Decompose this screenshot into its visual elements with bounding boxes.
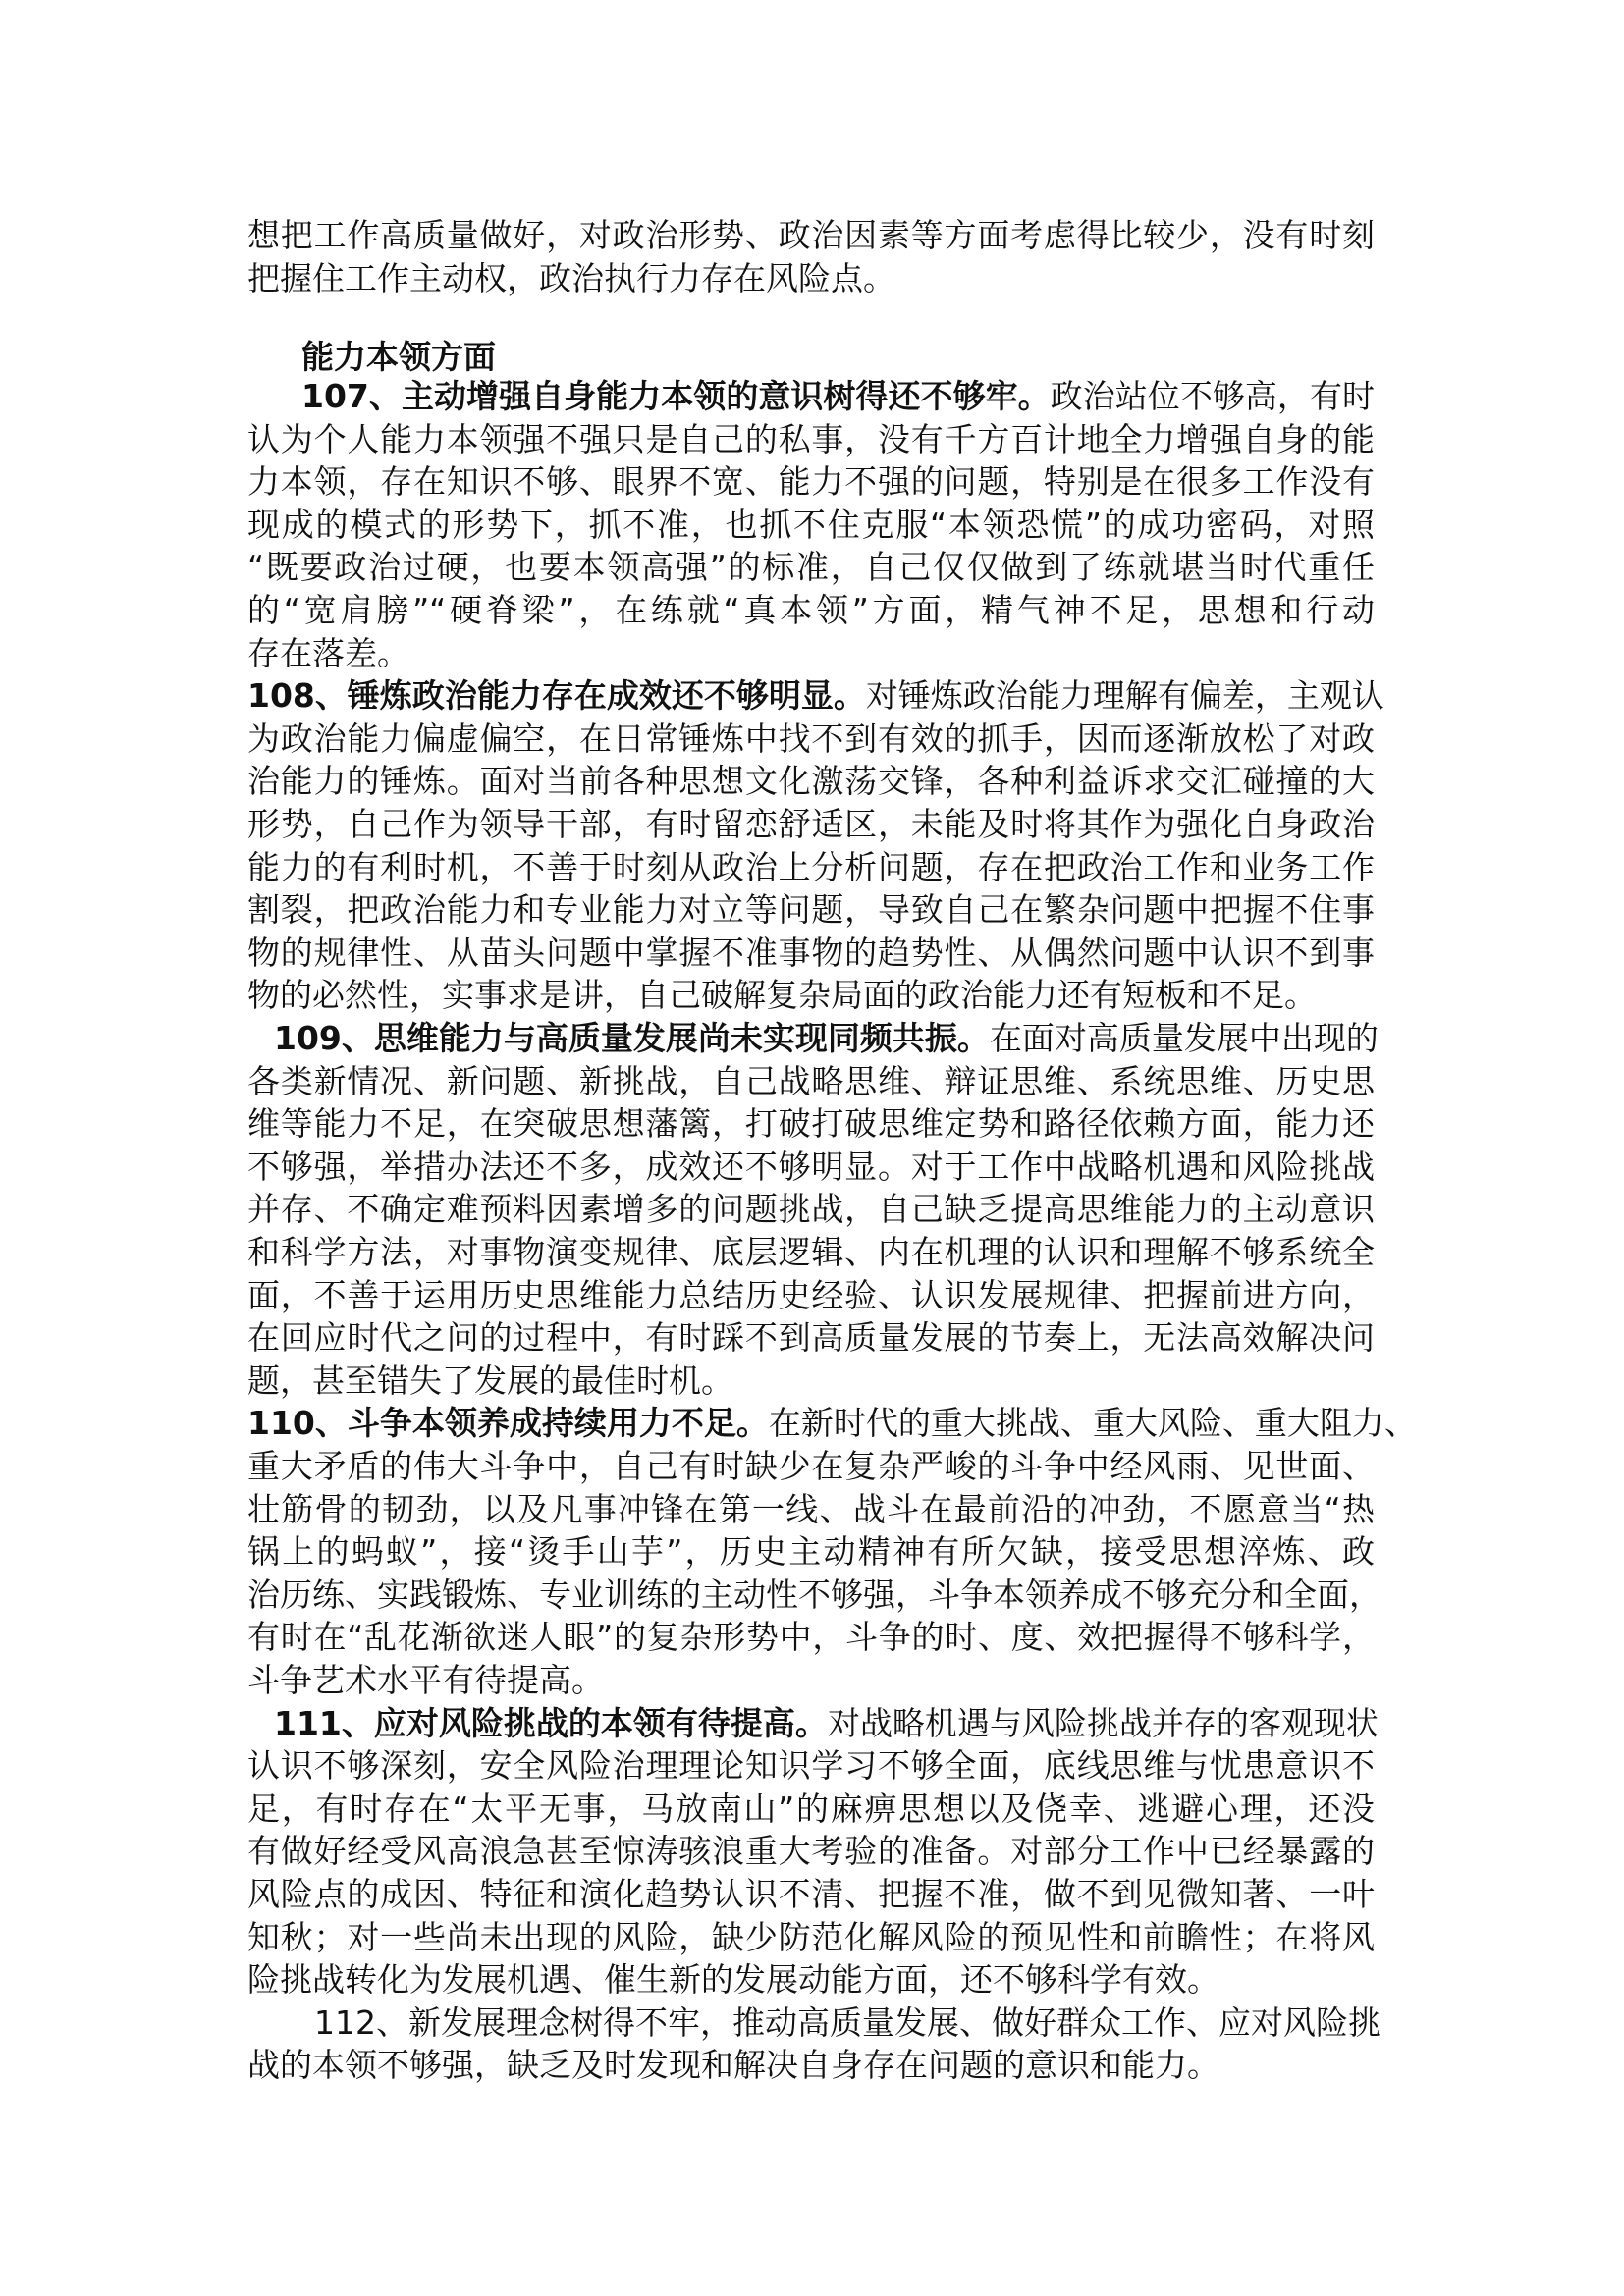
paragraph-title: 109、思维能力与高质量发展尚未实现同频共振。 bbox=[274, 1019, 990, 1057]
paragraph-first-line bbox=[274, 1702, 1379, 1745]
paragraph-line bbox=[247, 1146, 1375, 1189]
paragraph-first-line bbox=[301, 375, 1375, 418]
paragraph-line bbox=[247, 803, 1375, 846]
paragraph-text: 壮筋骨的韧劲，以及凡事冲锋在第一线、战斗在最前沿的冲劲，不愿意当“热 bbox=[247, 1489, 1375, 1528]
paragraph-text: 对战略机遇与风险挑战并存的客观现状 bbox=[827, 1703, 1379, 1742]
paragraph-text: 的“宽肩膀”“硬脊梁”，在练就“真本领”方面，精气神不足，思想和行动 bbox=[247, 591, 1375, 629]
paragraph-line bbox=[247, 974, 1375, 1017]
paragraph-text: 和科学方法，对事物演变规律、底层逻辑、内在机理的认识和理解不够系统全 bbox=[247, 1233, 1375, 1271]
paragraph-text: 存在落差。 bbox=[247, 633, 409, 672]
paragraph-line bbox=[247, 1445, 1375, 1488]
section-heading: 能力本领方面 bbox=[301, 338, 496, 376]
paragraph-line bbox=[247, 1360, 1375, 1403]
paragraph-text: 不够强，举措办法还不多，成效还不够明显。对于工作中战略机遇和风险挑战 bbox=[247, 1147, 1375, 1186]
paragraph-text: 认识不够深刻，安全风险治理理论知识学习不够全面，底线思维与忧患意识不 bbox=[247, 1746, 1375, 1786]
paragraph-line bbox=[247, 418, 1375, 461]
paragraph-line bbox=[247, 1060, 1375, 1103]
paragraph-title: 111、应对风险挑战的本领有待提高。 bbox=[274, 1703, 828, 1742]
paragraph-text: 并存、不确定难预料因素增多的问题挑战，自己缺乏提高思维能力的主动意识 bbox=[247, 1190, 1375, 1229]
paragraph-text: 知秋；对一些尚未出现的风险，缺少防范化解风险的预见性和前瞻性；在将风 bbox=[247, 1917, 1375, 1956]
paragraph-text: 有做好经受风高浪急甚至惊涛骇浪重大考验的准备。对部分工作中已经暴露的 bbox=[247, 1832, 1375, 1871]
paragraph-line bbox=[247, 1873, 1375, 1916]
paragraph-text: 重大矛盾的伟大斗争中，自己有时缺少在复杂严峻的斗争中经风雨、见世面、 bbox=[247, 1447, 1375, 1485]
paragraph-line bbox=[247, 1916, 1375, 1959]
paragraph-text: 在面对高质量发展中出现的 bbox=[989, 1019, 1379, 1057]
paragraph-text: 面，不善于运用历史思维能力总结历史经验、认识发展规律、把握前进方向， bbox=[247, 1275, 1375, 1314]
paragraph-text: 能力的有利时机，不善于时刻从政治上分析问题，存在把政治工作和业务工作 bbox=[247, 847, 1375, 886]
paragraph-line bbox=[247, 760, 1375, 803]
paragraph-first-line bbox=[314, 2002, 1380, 2045]
paragraph-text: 现成的模式的形势下，抓不准，也抓不住克服“本领恐慌”的成功密码，对照 bbox=[247, 505, 1375, 544]
paragraph-line bbox=[247, 2044, 1375, 2087]
paragraph-text: 物的规律性、从苗头问题中掌握不准事物的趋势性、从偶然问题中认识不到事 bbox=[247, 933, 1375, 972]
paragraph-text: 割裂，把政治能力和专业能力对立等问题，导致自己在繁杂问题中把握不住事 bbox=[247, 890, 1375, 930]
intro-line bbox=[247, 214, 1375, 257]
paragraph-text: 各类新情况、新问题、新挑战，自己战略思维、辩证思维、系统思维、历史思 bbox=[247, 1061, 1375, 1100]
paragraph-line bbox=[247, 1788, 1375, 1831]
paragraph-line bbox=[247, 1274, 1375, 1317]
paragraph-text: 题，甚至错失了发展的最佳时机。 bbox=[247, 1361, 733, 1400]
paragraph-line bbox=[247, 888, 1375, 932]
paragraph-text: “既要政治过硬，也要本领高强”的标准，自己仅仅做到了练就堪当时代重任 bbox=[247, 548, 1375, 587]
paragraph-line bbox=[247, 632, 1375, 675]
paragraph-text: 112、新发展理念树得不牢，推动高质量发展、做好群众工作、应对风险挑 bbox=[314, 2002, 1380, 2042]
paragraph-text: 在回应时代之问的过程中，有时踩不到高质量发展的节奏上，无法高效解决问 bbox=[247, 1318, 1375, 1358]
paragraph-title: 108、锤炼政治能力存在成效还不够明显。 bbox=[247, 676, 866, 716]
paragraph-text: 在新时代的重大挑战、重大风险、重大阻力、 bbox=[768, 1404, 1417, 1443]
paragraph-text: 为政治能力偏虚偏空，在日常锤炼中找不到有效的抓手，因而逐渐放松了对政 bbox=[247, 719, 1375, 758]
paragraph-text: 有时在“乱花渐欲迷人眼”的复杂形势中，斗争的时、度、效把握得不够科学， bbox=[247, 1618, 1375, 1657]
paragraph-line bbox=[247, 1744, 1375, 1788]
paragraph-first-line bbox=[247, 1402, 1417, 1445]
paragraph-title: 110、斗争本领养成持续用力不足。 bbox=[247, 1404, 769, 1443]
paragraph-first-line bbox=[247, 674, 1384, 718]
paragraph-line bbox=[247, 1830, 1375, 1873]
paragraph-line bbox=[247, 846, 1375, 889]
paragraph-text: 物的必然性，实事求是讲，自己破解复杂局面的政治能力还有短板和不足。 bbox=[247, 976, 1317, 1015]
paragraph-text: 对锤炼政治能力理解有偏差，主观认 bbox=[865, 676, 1384, 716]
paragraph-text: 形势，自己作为领导干部，有时留恋舒适区，未能及时将其作为强化自身政治 bbox=[247, 805, 1375, 843]
paragraph-line bbox=[247, 1958, 1375, 2002]
paragraph-line bbox=[247, 932, 1375, 975]
paragraph-line bbox=[247, 1616, 1375, 1659]
paragraph-text: 政治站位不够高，有时 bbox=[1050, 377, 1375, 415]
paragraph-text: 锅上的蚂蚁”，接“烫手山芋”，历史主动精神有所欠缺，接受思想淬炼、政 bbox=[247, 1532, 1375, 1572]
paragraph-line bbox=[247, 1530, 1375, 1574]
text-line: 把握住工作主动权，政治执行力存在风险点。 bbox=[247, 259, 895, 297]
paragraph-text: 风险点的成因、特征和演化趋势认识不清、把握不准，做不到见微知著、一叶 bbox=[247, 1875, 1375, 1913]
paragraph-text: 战的本领不够强，缺乏及时发现和解决自身存在问题的意识和能力。 bbox=[247, 2046, 1219, 2085]
paragraph-line bbox=[247, 589, 1375, 632]
paragraph-title: 107、主动增强自身能力本领的意识树得还不够牢。 bbox=[301, 377, 1051, 415]
paragraph-text: 斗争艺术水平有待提高。 bbox=[247, 1661, 604, 1699]
paragraph-text: 险挑战转化为发展机遇、催生新的发展动能方面，还不够科学有效。 bbox=[247, 1960, 1219, 2000]
paragraph-line bbox=[247, 460, 1375, 504]
paragraph-line bbox=[247, 1488, 1375, 1531]
paragraph-text: 认为个人能力本领强不强只是自己的私事，没有千方百计地全力增强自身的能 bbox=[247, 419, 1375, 458]
paragraph-text: 力本领，存在知识不够、眼界不宽、能力不强的问题，特别是在很多工作没有 bbox=[247, 462, 1375, 502]
paragraph-text: 治历练、实践锻炼、专业训练的主动性不够强，斗争本领养成不够充分和全面， bbox=[247, 1575, 1381, 1614]
paragraph-line bbox=[247, 1231, 1375, 1274]
paragraph-line bbox=[247, 718, 1375, 761]
paragraph-line bbox=[247, 504, 1375, 547]
intro-line bbox=[247, 257, 1375, 300]
paragraph-line bbox=[247, 1659, 1375, 1702]
paragraph-line bbox=[247, 546, 1375, 589]
paragraph-line bbox=[247, 1102, 1375, 1146]
paragraph-first-line bbox=[274, 1017, 1379, 1060]
paragraph-line bbox=[247, 1188, 1375, 1231]
text-line: 想把工作高质量做好，对政治形势、政治因素等方面考虑得比较少，没有时刻 bbox=[247, 216, 1375, 254]
paragraph-text: 足，有时存在“太平无事，马放南山”的麻痹思想以及侥幸、逃避心理，还没 bbox=[247, 1789, 1375, 1828]
paragraph-line bbox=[247, 1574, 1381, 1617]
paragraph-text: 治能力的锤炼。面对当前各种思想文化激荡交锋，各种利益诉求交汇碰撞的大 bbox=[247, 762, 1375, 801]
paragraph-text: 维等能力不足，在突破思想藩篱，打破打破思维定势和路径依赖方面，能力还 bbox=[247, 1104, 1375, 1144]
paragraph-line bbox=[247, 1316, 1375, 1360]
